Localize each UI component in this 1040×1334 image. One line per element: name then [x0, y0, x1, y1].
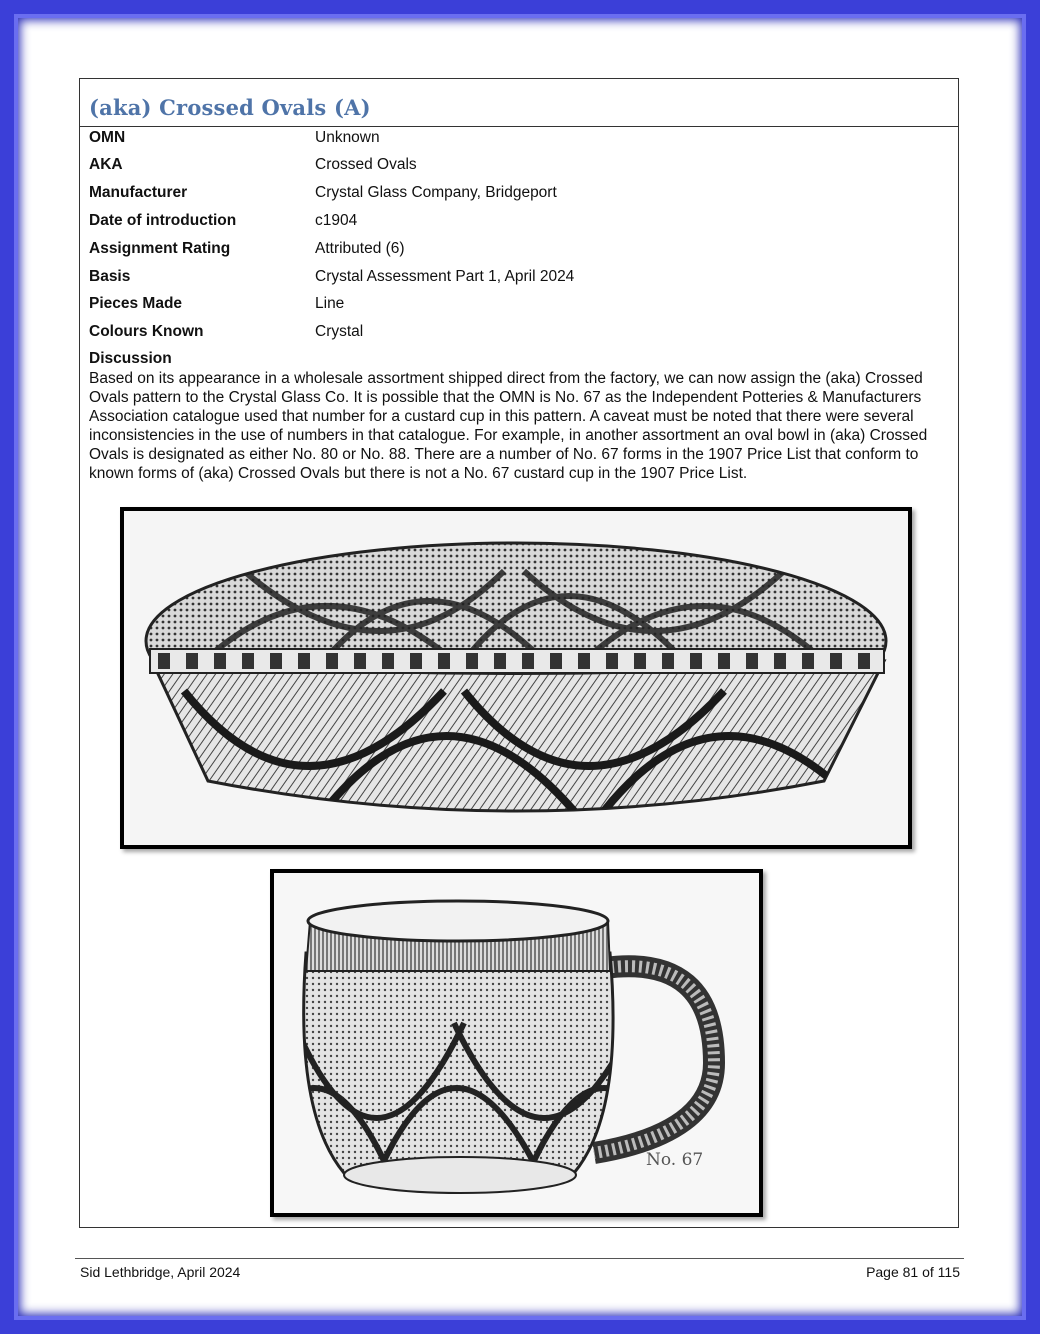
- field-label: Colours Known: [89, 323, 204, 340]
- title-divider: [80, 126, 958, 127]
- oval-bowl-drawing: [124, 511, 908, 845]
- pattern-entry-box: [79, 78, 959, 1228]
- field-value: Crossed Ovals: [315, 156, 417, 173]
- field-label: AKA: [89, 156, 123, 173]
- field-value: Crystal Assessment Part 1, April 2024: [315, 268, 575, 285]
- field-value: Crystal: [315, 323, 364, 340]
- footer-divider: [75, 1258, 964, 1259]
- field-value: Crystal Glass Company, Bridgeport: [315, 184, 557, 201]
- cup-caption: No. 67: [646, 1150, 704, 1170]
- field-value: Line: [315, 295, 345, 312]
- field-value: Attributed (6): [315, 240, 405, 257]
- field-label: Manufacturer: [89, 184, 188, 201]
- field-label: Assignment Rating: [89, 240, 231, 257]
- custard-cup-drawing: [274, 873, 759, 1213]
- oval-bowl-image: [120, 507, 912, 849]
- field-label: Date of introduction: [89, 212, 237, 229]
- field-value: c1904: [315, 212, 358, 229]
- discussion-text: Based on its appearance in a wholesale assortment shipped direct from the factory, we can now assign the (aka) Crossed Ovals pattern to the Crystal Glass Co. It is possible that the OMN is No. 67 as the Independent Potteries & Manufacturers Association catalogue used that number for a custard cup in this pattern. A caveat must be noted that there were several inconsistencies in the use of numbers in that catalogue. For example, in another assortment an oval bowl in (aka) Crossed Ovals is designated as either No. 80 or No. 88. There are a number of No. 67 forms in the 1907 Price List that conform to known forms of (aka) Crossed Ovals but there is not a No. 67 custard cup in the 1907 Price List.: [89, 370, 928, 482]
- field-label: Basis: [89, 268, 131, 285]
- custard-cup-image: [270, 869, 763, 1217]
- discussion-heading: Discussion: [89, 350, 172, 367]
- pattern-title: (aka) Crossed Ovals (A): [89, 95, 371, 120]
- footer-page-number: Page 81 of 115: [866, 1264, 960, 1280]
- field-value: Unknown: [315, 129, 380, 146]
- field-label: Pieces Made: [89, 295, 183, 312]
- footer-author: Sid Lethbridge, April 2024: [80, 1264, 241, 1280]
- field-label: OMN: [89, 129, 126, 146]
